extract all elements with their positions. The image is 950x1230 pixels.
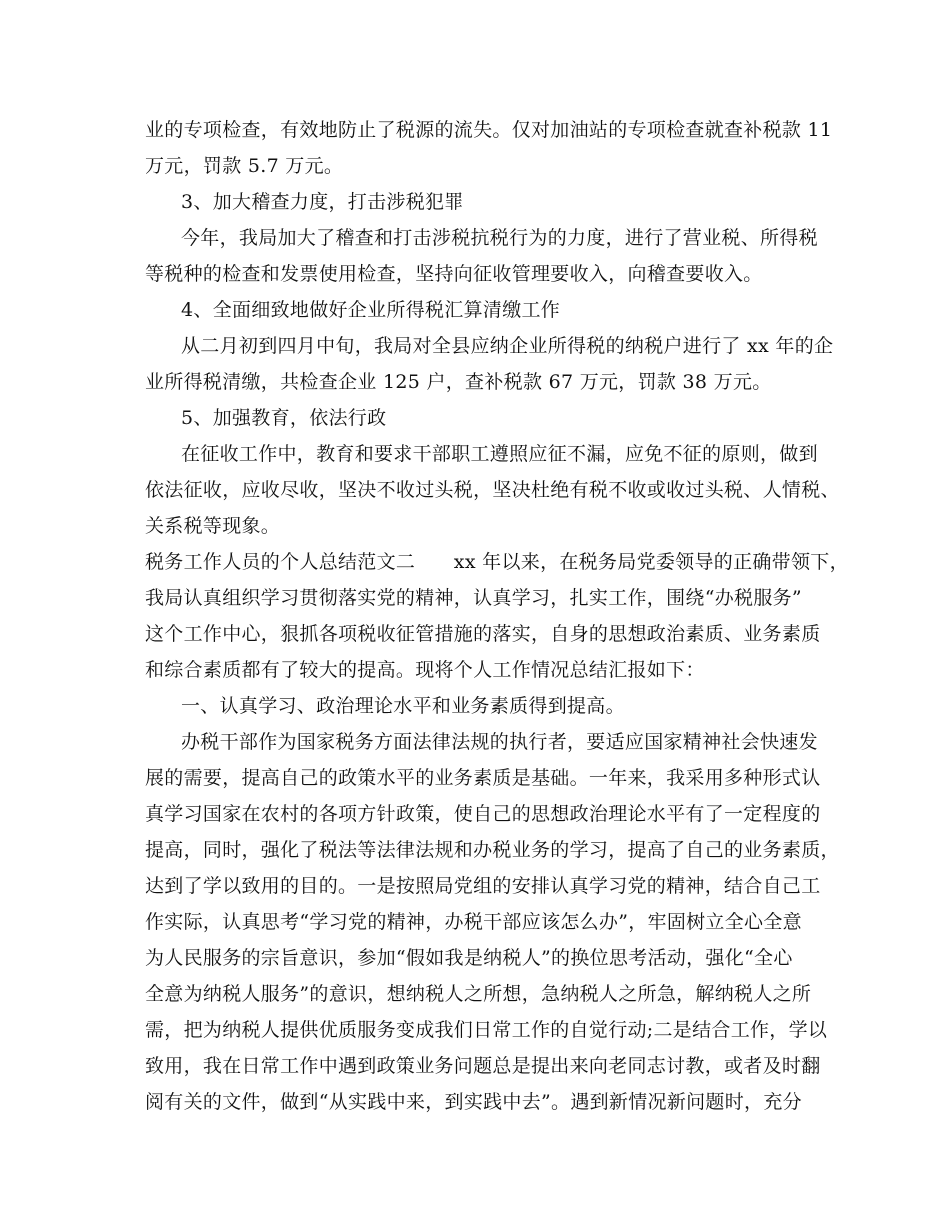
text-line: 我局认真组织学习贯彻落实党的精神，认真学习，扎实工作，围绕“办税服务”: [145, 587, 802, 609]
text-line: 为人民服务的宗旨意识，参加“假如我是纳税人”的换位思考活动，强化“全心: [145, 947, 793, 969]
text-line: 关系税等现象。: [145, 515, 281, 537]
section-heading: 4、全面细致地做好企业所得税汇算清缴工作: [181, 299, 561, 321]
paragraph-line: 在征收工作中，教育和要求干部职工遵照应征不漏，应免不征的原则，做到: [181, 443, 818, 465]
text-line: 等税种的检查和发票使用检查，坚持向征收管理要收入，向稽查要收入。: [145, 263, 763, 285]
section-heading: 5、加强教育，依法行政: [181, 407, 387, 429]
text-line: 达到了学以致用的目的。一是按照局党组的安排认真学习党的精神，结合自己工: [145, 875, 821, 897]
text-line: 依法征收，应收尽收，坚决不收过头税，坚决杜绝有税不收或收过头税、人情税、: [145, 479, 840, 501]
text-line: 全意为纳税人服务”的意识，想纳税人之所想，急纳税人之所急，解纳税人之所: [145, 983, 812, 1005]
section-heading: 3、加大稽查力度，打击涉税犯罪: [181, 191, 464, 213]
text-line: 真学习国家在农村的各项方针政策，使自己的思想政治理论水平有了一定程度的: [145, 803, 821, 825]
text-line: 致用，我在日常工作中遇到政策业务问题总是提出来向老同志讨教，或者及时翻: [145, 1055, 821, 1077]
paragraph-line: 今年，我局加大了稽查和打击涉税抗税行为的力度，进行了营业税、所得税: [181, 227, 818, 249]
text-line: 需，把为纳税人提供优质服务变成我们日常工作的自觉行动;二是结合工作，学以: [145, 1019, 828, 1041]
paragraph-line: 从二月初到四月中旬，我局对全县应纳企业所得税的纳税户进行了 xx 年的企: [181, 335, 834, 357]
text-line: 提高，同时，强化了税法等法律法规和办税业务的学习，提高了自己的业务素质，: [145, 839, 840, 861]
paragraph-line: 办税干部作为国家税务方面法律法规的执行者，要适应国家精神社会快速发: [181, 731, 818, 753]
text-line: 展的需要，提高自己的政策水平的业务素质是基础。一年来，我采用多种形式认: [145, 767, 821, 789]
text-line: 万元，罚款 5.7 万元。: [145, 155, 344, 177]
text-line: 和综合素质都有了较大的提高。现将个人工作情况总结汇报如下：: [145, 659, 705, 681]
text-line: 作实际，认真思考“学习党的精神，办税干部应该怎么办”，牢固树立全心全意: [145, 911, 802, 933]
text-line: 这个工作中心，狠抓各项税收征管措施的落实，自身的思想政治素质、业务素质: [145, 623, 821, 645]
text-line: 业的专项检查，有效地防止了税源的流失。仅对加油站的专项检查就查补税款 11: [145, 119, 833, 141]
document-subtitle-line: 税务工作人员的个人总结范文二 xx 年以来，在税务局党委领导的正确带领下，: [145, 551, 849, 573]
section-heading: 一、认真学习、政治理论水平和业务素质得到提高。: [181, 695, 625, 717]
text-line: 业所得税清缴，共检查企业 125 户，查补税款 67 万元，罚款 38 万元。: [145, 371, 772, 393]
text-line: 阅有关的文件，做到“从实践中来，到实践中去”。遇到新情况新问题时，充分: [145, 1091, 802, 1113]
